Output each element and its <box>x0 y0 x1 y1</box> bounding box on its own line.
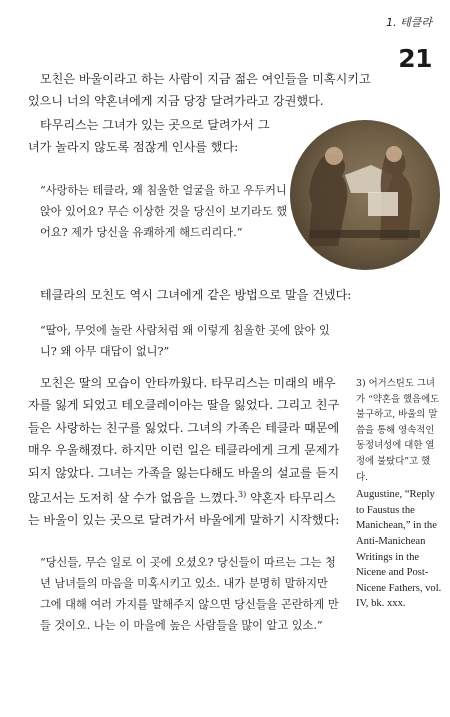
footnote-marker[interactable]: 3) <box>238 490 247 500</box>
paragraph-1: 모친은 바울이라고 하는 사람이 지금 젊은 여인들을 미혹시키고 있으니 너의 약혼녀에게 지금 당장 달려가라고 강권했다. <box>28 72 371 109</box>
footnote-sidenote <box>356 376 442 612</box>
quote-2: “딸아, 무엇에 놀란 사람처럼 왜 이렇게 침울한 곳에 앉아 있니? 왜 아무 대답이 없니?” <box>40 324 330 358</box>
paragraph-3: 테클라의 모친도 역시 그녀에게 같은 방법으로 말을 건넸다: <box>40 288 352 302</box>
fresco-figures-image <box>290 120 440 270</box>
sidenote-korean: 3) 어거스틴도 그녀가 “약혼을 했음에도 불구하고, 바울의 말씀을 통해 영속적인 동정녀성에 대한 열정에 불탔다”고 했다. <box>356 378 440 483</box>
fresco-illustration <box>290 120 440 270</box>
paragraph-4 <box>28 372 346 532</box>
page-number: 21 <box>398 44 432 73</box>
quote-3: “당신들, 무슨 일로 이 곳에 오셨오? 당신들이 따르는 그는 청년 남녀들의 마음을 미혹시키고 있소. 내가 분명히 말하지만 그에 대해 여러 가지를 말해주지 않으면 당신들을 곤란하게 만들 것이오. 나는 이 마을에 높은 사람들을 많이 알고 있소.” <box>40 556 339 632</box>
paragraph-4-tail: 약혼자 타무리스는 바울이 있는 곳으로 달려가서 바울에게 말하기 시작했다: <box>28 491 340 528</box>
paragraph-4-text: 모친은 딸의 모습이 안타까웠다. 타무리스는 미래의 배우자를 잃게 되었고 테오클레이아는 딸을 잃었다. 그리고 친구들은 사랑하는 친구를 잃었다. 그녀의 가족은 테클라 때문에 매우 우울해졌다. 하지만 이런 일은 테클라에게 크게 문제가 되지 않았다. 그녀는 가족을 잃는다해도 바울의 설교를 듣지 않고서는 도저히 살 수가 없음을 느꼈다. <box>28 376 340 506</box>
paragraph-2: 타무리스는 그녀가 있는 곳으로 달려가서 그녀가 놀라지 않도록 점잖게 인사를 했다: <box>28 118 270 155</box>
quote-1: “사랑하는 테클라, 왜 침울한 얼굴을 하고 우두커니 앉아 있어요? 무슨 이상한 것을 당신이 보기라도 했어요? 제가 당신을 유쾌하게 해드리리다.” <box>40 184 288 239</box>
running-header: 1. 테클라 <box>386 16 432 29</box>
sidenote-citation: Augustine, “Reply to Faustus the Manichean,” in the Anti-Manichean Writings in the Nicene and Post-Nicene Fathers, vol. IV, bk. xxx. <box>356 489 442 610</box>
